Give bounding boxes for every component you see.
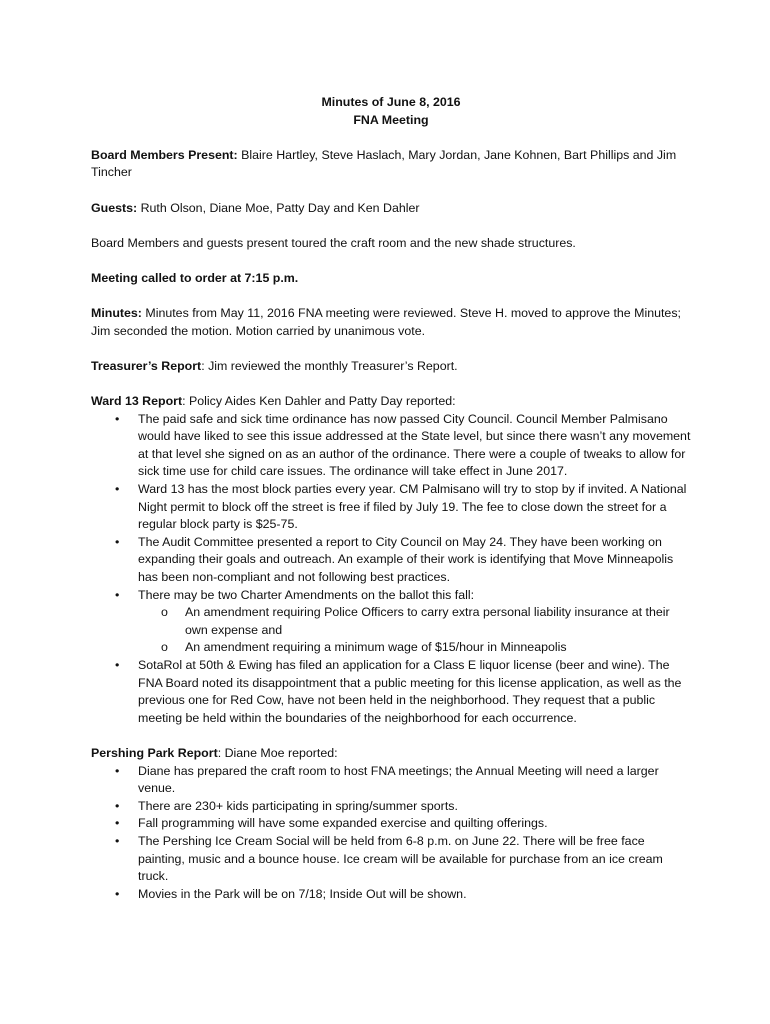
list-item: • Movies in the Park will be on 7/18; Inside Out will be shown. xyxy=(91,886,691,904)
sub-list-item: o An amendment requiring Police Officers to carry extra personal liability insurance at their own expense and xyxy=(91,604,691,639)
document-header xyxy=(91,94,691,129)
guests-paragraph xyxy=(91,200,691,218)
treasurer-label: Treasurer’s Report xyxy=(91,358,202,373)
list-item: • SotaRol at 50th & Ewing has filed an application for a Class E liquor license (beer and wine). The FNA Board noted its disappointment that a public meeting for this license application, as well as the previous one for Red Cow, have not been held in the neighborhood. They request that a public meeting be held within the boundaries of the neighborhood for each occurrence. xyxy=(91,657,691,727)
treasurer-text: : Jim reviewed the monthly Treasurer’s Report. xyxy=(201,358,458,373)
list-item: • Fall programming will have some expanded exercise and quilting offerings. xyxy=(91,815,691,833)
minutes-label: Minutes: xyxy=(91,306,142,321)
ward-13-heading xyxy=(91,393,691,411)
pershing-park-heading xyxy=(91,745,691,763)
sub-list-item: o An amendment requiring a minimum wage of $15/hour in Minneapolis xyxy=(91,639,691,657)
list-item: • The Pershing Ice Cream Social will be held from 6-8 p.m. on June 22. There will be free face painting, music and a bounce house. Ice cream will be available for purchase from an ice cream truck. xyxy=(91,833,691,886)
pershing-park-text: : Diane Moe reported: xyxy=(217,745,338,760)
call-to-order-label: Meeting called to order at 7:15 p.m. xyxy=(91,270,299,285)
guests-label: Guests: xyxy=(91,200,138,215)
list-item: • Diane has prepared the craft room to host FNA meetings; the Annual Meeting will need a larger venue. xyxy=(91,763,691,798)
document-page xyxy=(91,94,691,921)
pershing-park-section xyxy=(91,745,691,903)
document-subtitle: FNA Meeting xyxy=(353,112,429,127)
board-members-text: Blaire Hartley, Steve Haslach, Mary Jordan, Jane Kohnen, Bart Phillips and Jim Tincher xyxy=(91,147,677,180)
ward-13-list xyxy=(91,411,691,728)
list-item: • The paid safe and sick time ordinance has now passed City Council. Council Member Palmisano would have liked to see this issue addressed at the State level, but since there wasn’t any movement at that level she signed on as an author of the ordinance. There were a couple of tweaks to allow for sick time use for child care issues. The ordinance will take effect in June 2017. xyxy=(91,411,691,481)
ward-13-label: Ward 13 Report xyxy=(91,394,183,409)
ward-13-section xyxy=(91,393,691,727)
pershing-park-label: Pershing Park Report xyxy=(91,745,218,760)
minutes-text: Minutes from May 11, 2016 FNA meeting were reviewed. Steve H. moved to approve the Minutes; Jim seconded the motion. Motion carried by unanimous vote. xyxy=(91,306,681,338)
call-to-order-paragraph xyxy=(91,270,691,288)
list-item: • There are 230+ kids participating in spring/summer sports. xyxy=(91,798,691,816)
board-members-label: Board Members Present: xyxy=(91,147,238,162)
board-members-paragraph xyxy=(91,147,691,182)
ward-13-text: : Policy Aides Ken Dahler and Patty Day reported: xyxy=(182,394,456,409)
list-item: • Ward 13 has the most block parties every year. CM Palmisano will try to stop by if invited. A National Night permit to block off the street is free if filed by July 19. The fee to close down the street for a regular block party is $25-75. xyxy=(91,481,691,534)
list-item: • There may be two Charter Amendments on the ballot this fall: xyxy=(91,587,691,605)
treasurer-paragraph xyxy=(91,358,691,376)
tour-paragraph: Board Members and guests present toured the craft room and the new shade structures. xyxy=(91,235,576,250)
pershing-park-list xyxy=(91,763,691,904)
list-item: • The Audit Committee presented a report to City Council on May 24. They have been working on expanding their goals and outreach. An example of their work is identifying that Move Minneapolis has been non-compliant and not following best practices. xyxy=(91,534,691,587)
minutes-paragraph xyxy=(91,305,691,340)
guests-text: Ruth Olson, Diane Moe, Patty Day and Ken Dahler xyxy=(137,200,420,215)
document-title: Minutes of June 8, 2016 xyxy=(321,95,461,109)
